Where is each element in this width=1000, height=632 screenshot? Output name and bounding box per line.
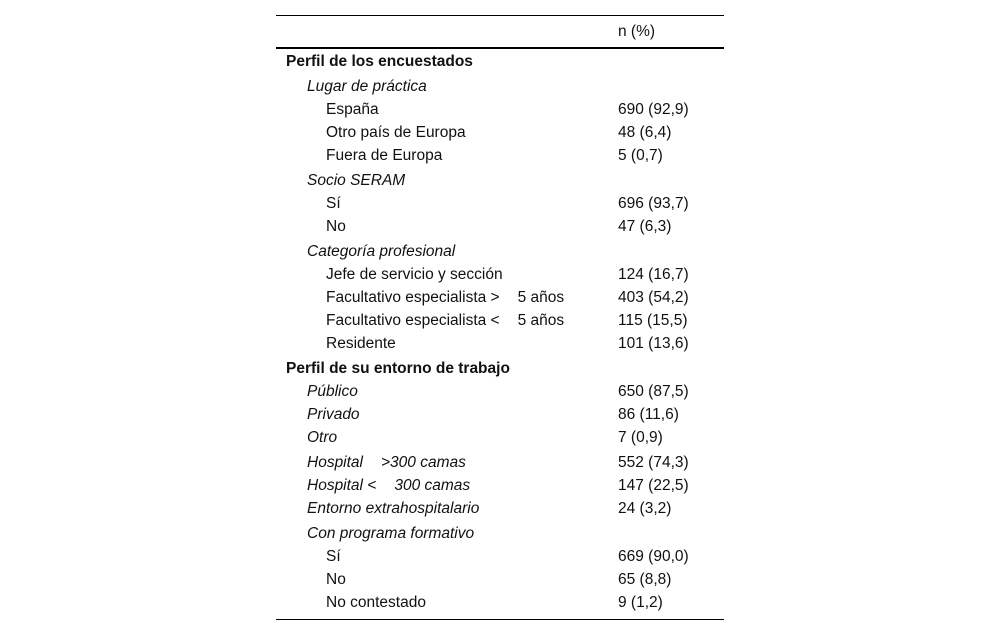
- row-label-text: No: [326, 218, 346, 235]
- table-row: [276, 192, 724, 215]
- row-label: [326, 332, 396, 355]
- row-label: [326, 192, 341, 215]
- table-row: [276, 263, 724, 286]
- row-label: [326, 98, 379, 121]
- row-value: 9 (1,2): [618, 594, 663, 611]
- group-row: [276, 497, 724, 520]
- row-value: 696 (93,7): [618, 195, 689, 212]
- section-row: [276, 357, 724, 380]
- group-row: [276, 75, 724, 98]
- row-value: 552 (74,3): [618, 454, 689, 471]
- table-row: [276, 332, 724, 355]
- table-body: [276, 49, 724, 619]
- row-value: 650 (87,5): [618, 383, 689, 400]
- row-label-text: Residente: [326, 335, 396, 352]
- row-value: 115 (15,5): [618, 312, 688, 329]
- row-label-suffix: 5 años: [517, 312, 565, 329]
- row-label-text: No: [326, 571, 346, 588]
- row-label: [326, 568, 346, 591]
- row-label-suffix: 5 años: [517, 289, 565, 306]
- group-row: [276, 380, 724, 403]
- row-value: 690 (92,9): [618, 101, 689, 118]
- table-row: [276, 591, 724, 614]
- row-label-text: Otro país de Europa: [326, 124, 466, 141]
- row-label: [286, 50, 473, 73]
- row-label: [307, 380, 358, 403]
- row-value: 124 (16,7): [618, 266, 689, 283]
- row-label-text: Facultativo especialista <: [326, 312, 500, 329]
- row-value: 65 (8,8): [618, 571, 672, 588]
- row-label-text: Privado: [307, 406, 360, 423]
- row-label: [307, 426, 337, 449]
- row-label: [326, 263, 503, 286]
- group-row: [276, 451, 724, 474]
- table-row: [276, 144, 724, 167]
- row-label-text: Público: [307, 383, 358, 400]
- row-label-text: Otro: [307, 429, 338, 446]
- row-value: 7 (0,9): [618, 429, 663, 446]
- row-value: 48 (6,4): [618, 124, 672, 141]
- group-row: [276, 240, 724, 263]
- table-header: [276, 16, 724, 47]
- table-row: [276, 545, 724, 568]
- row-label: [307, 474, 470, 497]
- row-label-text: Con programa formativo: [307, 525, 475, 542]
- row-label: [307, 169, 405, 192]
- row-label: [286, 357, 510, 380]
- row-label-text: Sí: [326, 548, 341, 565]
- row-label-text: Categoría profesional: [307, 243, 456, 260]
- section-row: [276, 50, 724, 73]
- row-label-text: No contestado: [326, 594, 426, 611]
- row-label: [326, 286, 564, 309]
- row-value: 5 (0,7): [618, 147, 663, 164]
- group-row: [276, 169, 724, 192]
- row-label-text: Facultativo especialista >: [326, 289, 500, 306]
- row-label-text: Hospital <: [307, 477, 377, 494]
- row-value: 147 (22,5): [618, 477, 689, 494]
- row-label: [326, 591, 426, 614]
- table-row: [276, 98, 724, 121]
- row-label: [307, 451, 466, 474]
- table-row: [276, 286, 724, 309]
- row-label: [326, 121, 466, 144]
- survey-table: [276, 15, 724, 620]
- table-row: [276, 215, 724, 238]
- row-label-text: Jefe de servicio y sección: [326, 266, 503, 283]
- row-label: [307, 522, 474, 545]
- row-value: 101 (13,6): [618, 335, 689, 352]
- table-bottom-rule: [276, 619, 724, 620]
- row-value: 86 (11,6): [618, 406, 679, 423]
- table-row: [276, 309, 724, 332]
- group-row: [276, 522, 724, 545]
- row-label-text: España: [326, 101, 379, 118]
- row-label: [326, 309, 564, 332]
- row-value: 24 (3,2): [618, 500, 672, 517]
- table-row: [276, 568, 724, 591]
- row-label: [326, 144, 442, 167]
- row-value: 669 (90,0): [618, 548, 689, 565]
- row-label-text: Lugar de práctica: [307, 78, 427, 95]
- row-label-text: Sí: [326, 195, 341, 212]
- row-label-text: Fuera de Europa: [326, 147, 443, 164]
- row-label-suffix: >300 camas: [381, 454, 466, 471]
- row-value: 403 (54,2): [618, 289, 689, 306]
- row-label-text: Perfil de los encuestados: [286, 53, 473, 70]
- row-label-text: Socio SERAM: [307, 172, 406, 189]
- row-label-text: Perfil de su entorno de trabajo: [286, 360, 510, 377]
- table-row: [276, 121, 724, 144]
- header-n-percent: n (%): [618, 23, 656, 40]
- row-label: [307, 497, 479, 520]
- row-label: [326, 545, 341, 568]
- row-label-text: Hospital: [307, 454, 363, 471]
- row-label-text: Entorno extrahospitalario: [307, 500, 480, 517]
- group-row: [276, 403, 724, 426]
- row-value: 47 (6,3): [618, 218, 672, 235]
- row-label-suffix: 300 camas: [394, 477, 471, 494]
- row-label: [326, 215, 346, 238]
- group-row: [276, 474, 724, 497]
- group-row: [276, 426, 724, 449]
- row-label: [307, 240, 455, 263]
- row-label: [307, 403, 360, 426]
- row-label: [307, 75, 427, 98]
